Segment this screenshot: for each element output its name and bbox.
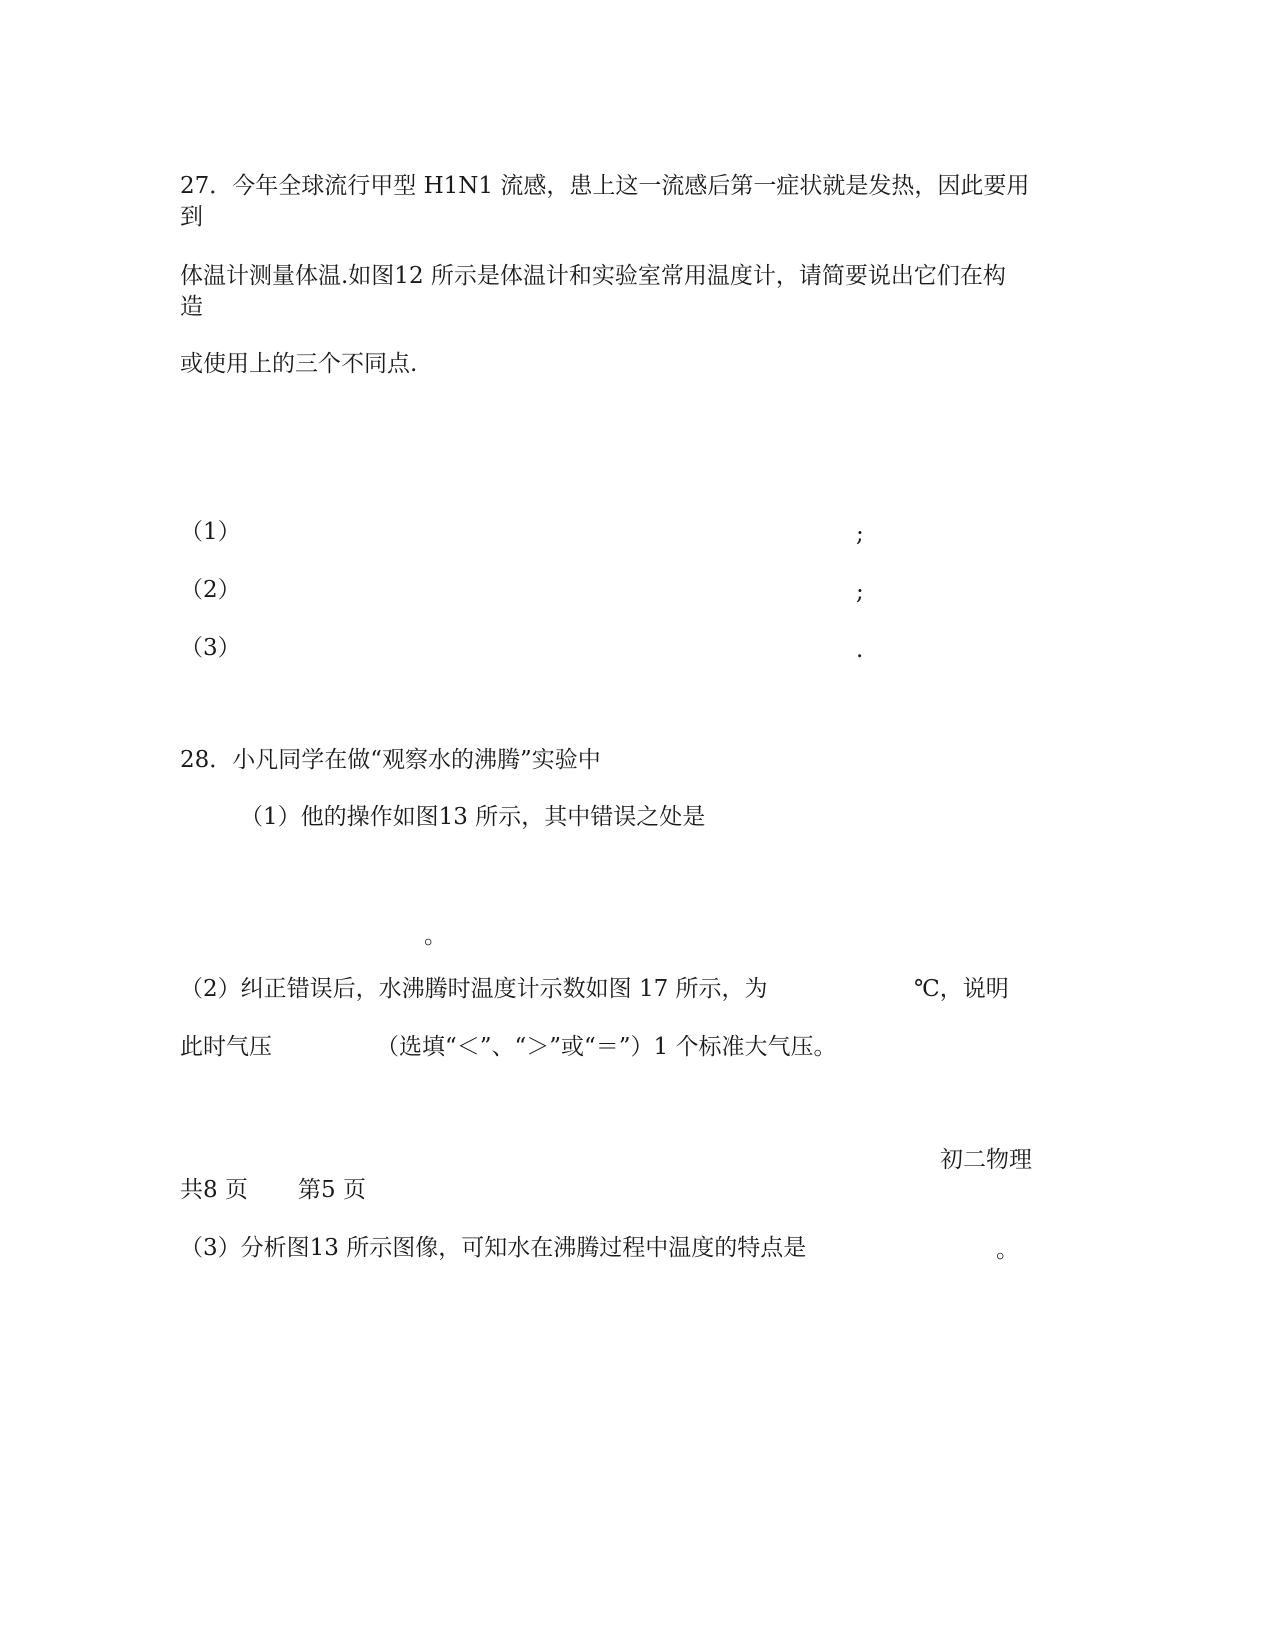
q28-intro: 28．小凡同学在做“观察水的沸腾”实验中 [180,747,601,773]
q27-answer-1-label: （1） [180,519,241,545]
q27-line1-wrap: 到 [180,204,203,230]
q27-answer-2-label: （2） [180,577,241,603]
q28-part1-end: 。 [424,923,447,949]
q28-part1: （1）他的操作如图13 所示，其中错误之处是 [240,804,706,830]
q27-answer-2-end: ; [856,579,864,605]
footer-current-page: 第5 页 [298,1177,366,1203]
q27-answer-3-end: . [856,637,864,663]
q28-part3: （3）分析图13 所示图像，可知水在沸腾过程中温度的特点是 [180,1235,807,1261]
q27-answer-1-end: ; [856,521,864,547]
q28-part2-d: （选填“＜”、“＞”或“＝”）1 个标准大气压。 [376,1034,837,1060]
q27-line3: 或使用上的三个不同点. [180,351,418,377]
q27-line2: 体温计测量体温.如图12 所示是体温计和实验室常用温度计，请简要说出它们在构 [180,263,1006,289]
q28-part2-a: （2）纠正错误后，水沸腾时温度计示数如图 17 所示，为 [180,976,768,1002]
footer-subject: 初二物理 [940,1147,1032,1173]
q27-line2-wrap: 造 [180,294,203,320]
footer-total-pages: 共8 页 [180,1177,248,1203]
q28-part2-b: ℃，说明 [914,976,1009,1002]
q28-part3-end: 。 [996,1237,1019,1263]
q28-part2-c: 此时气压 [180,1034,272,1060]
q27-answer-3-label: （3） [180,635,241,661]
q27-line1: 27．今年全球流行甲型 H1N1 流感，患上这一流感后第一症状就是发热，因此要用 [180,173,1030,199]
